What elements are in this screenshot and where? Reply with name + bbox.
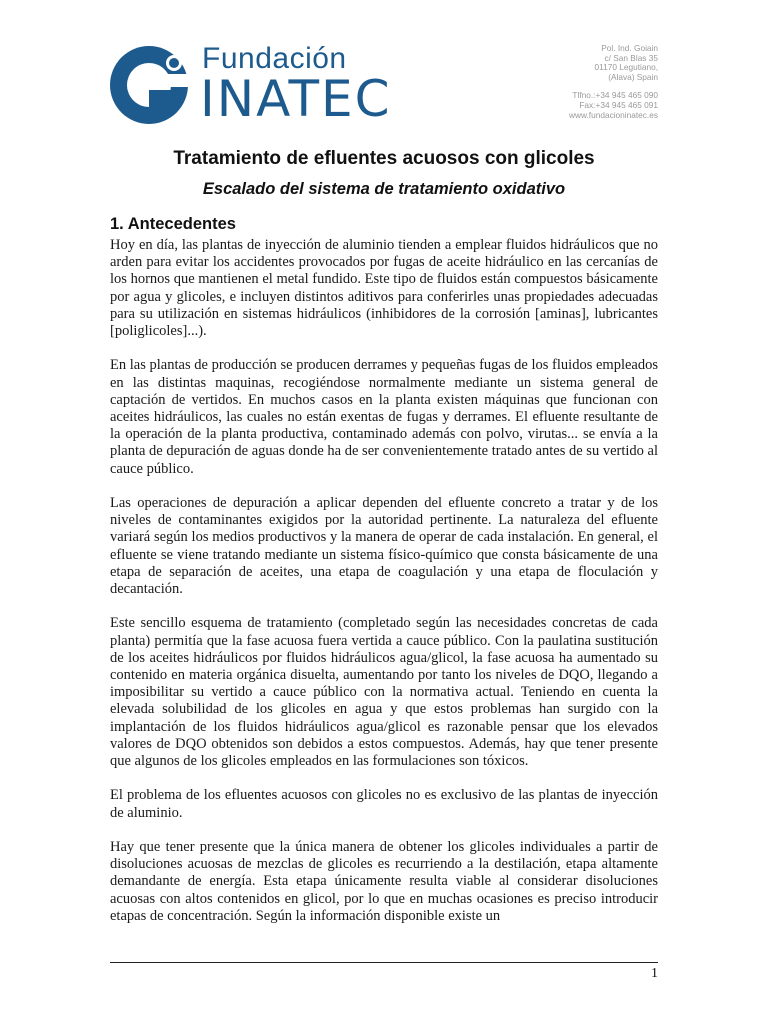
- contact-line: Pol. Ind. Goiain: [601, 43, 658, 53]
- contact-block: [528, 44, 658, 120]
- contact-line: 01170 Legutiano,: [594, 62, 658, 73]
- document-title: Tratamiento de efluentes acuosos con glicoles: [173, 148, 595, 169]
- inatec-logo-mark-icon: [108, 44, 190, 126]
- contact-line: c/ San Blas 35: [604, 52, 658, 63]
- paragraph: En las plantas de producción se producen derrames y pequeñas fugas de los fluidos empleados en las distintas maquinas, recogiéndose normalmente mediante un sistema general de captación de vertidos. En muchos casos en la planta existen máquinas que funcionan con aceites hidráulicos, las cuales no están exentas de fugas y derrames. El efluente resultante de la operación de la planta productiva, contaminado además con polvo, virutas... se envía a la planta de depuración de aguas donde ha de ser convenientemente tratado antes de su vertido al cauce público.: [110, 357, 658, 477]
- paragraph: Hay que tener presente que la única manera de obtener los glicoles individuales a partir de disoluciones acuosas de mezclas de glicoles es recurriendo a la destilación, etapa altamente demandante de energía. Esta etapa únicamente resulta viable al considerar disoluciones acuosas con altos contenidos en glicol, por lo que en muchas ocasiones es preciso introducir etapas de concentración. Según la información disponible existe un: [110, 839, 658, 924]
- paragraph: Las operaciones de depuración a aplicar dependen del efluente concreto a tratar y de los niveles de contaminantes exigidos por la autoridad pertinente. La naturaleza del efluente variará según los medios productivos y la manera de operar de cada instalación. En general, el efluente se viene tratando mediante un sistema físico-químico que consta básicamente de una etapa de separación de aceites, una etapa de coagulación y una etapa de floculación y decantación.: [110, 495, 658, 598]
- contact-website: www.fundacioninatec.es: [568, 109, 658, 120]
- paragraph: Hoy en día, las plantas de inyección de aluminio tienden a emplear fluidos hidráulicos que no arden para evitar los accidentes provocados por fugas de aceite hidráulico en las cercanías de los hornos que mantienen el metal fundido. Este tipo de fluidos están compuestos básicamente por agua y glicoles, e incluyen distintos aditivos para conferirles unas propiedades adecuadas para su utilización en sistemas hidráulicos (inhibidores de la corrosión [aminas], lubricantes [poliglicoles]...).: [110, 237, 658, 340]
- body-text: [110, 237, 658, 942]
- contact-phone: Tlfno.:+34 945 465 090: [572, 90, 658, 101]
- paragraph: Este sencillo esquema de tratamiento (completado según las necesidades concretas de cada planta) permitía que la fase acuosa fuera vertida a cauce público. Con la paulatina sustitución de los aceites hidráulicos por fluidos hidráulicos agua/glicol, la fase acuosa ha aumentado su contenido en materia orgánica disuelta, aumentando por tanto los niveles de DQO, llegando a imposibilitar su vertido a cauce público con la normativa actual. Teniendo en cuenta la elevada solubilidad de los glicoles en agua y que estos problemas han surgido con la implantación de los fluidos hidráulicos agua/glicol es razonable pensar que los elevados valores de DQO obtenidos son debidos a estos compuestos. Además, hay que tener presente que algunos de los glicoles empleados en las formulaciones son tóxicos.: [110, 615, 658, 770]
- document-subtitle: Escalado del sistema de tratamiento oxidativo: [202, 180, 566, 198]
- section-heading: 1. Antecedentes: [110, 215, 236, 233]
- paragraph: El problema de los efluentes acuosos con glicoles no es exclusivo de las plantas de inyección de aluminio.: [110, 787, 658, 821]
- fundacion-inatec-logo: [108, 34, 408, 126]
- logo-text-inatec: INATEC: [200, 70, 392, 128]
- contact-line: (Alava) Spain: [608, 71, 658, 82]
- page-number: 1: [651, 966, 658, 981]
- footer-rule: [110, 962, 658, 963]
- logo-text-fundacion: Fundación: [202, 42, 347, 75]
- contact-fax: Fax:+34 945 465 091: [579, 99, 658, 110]
